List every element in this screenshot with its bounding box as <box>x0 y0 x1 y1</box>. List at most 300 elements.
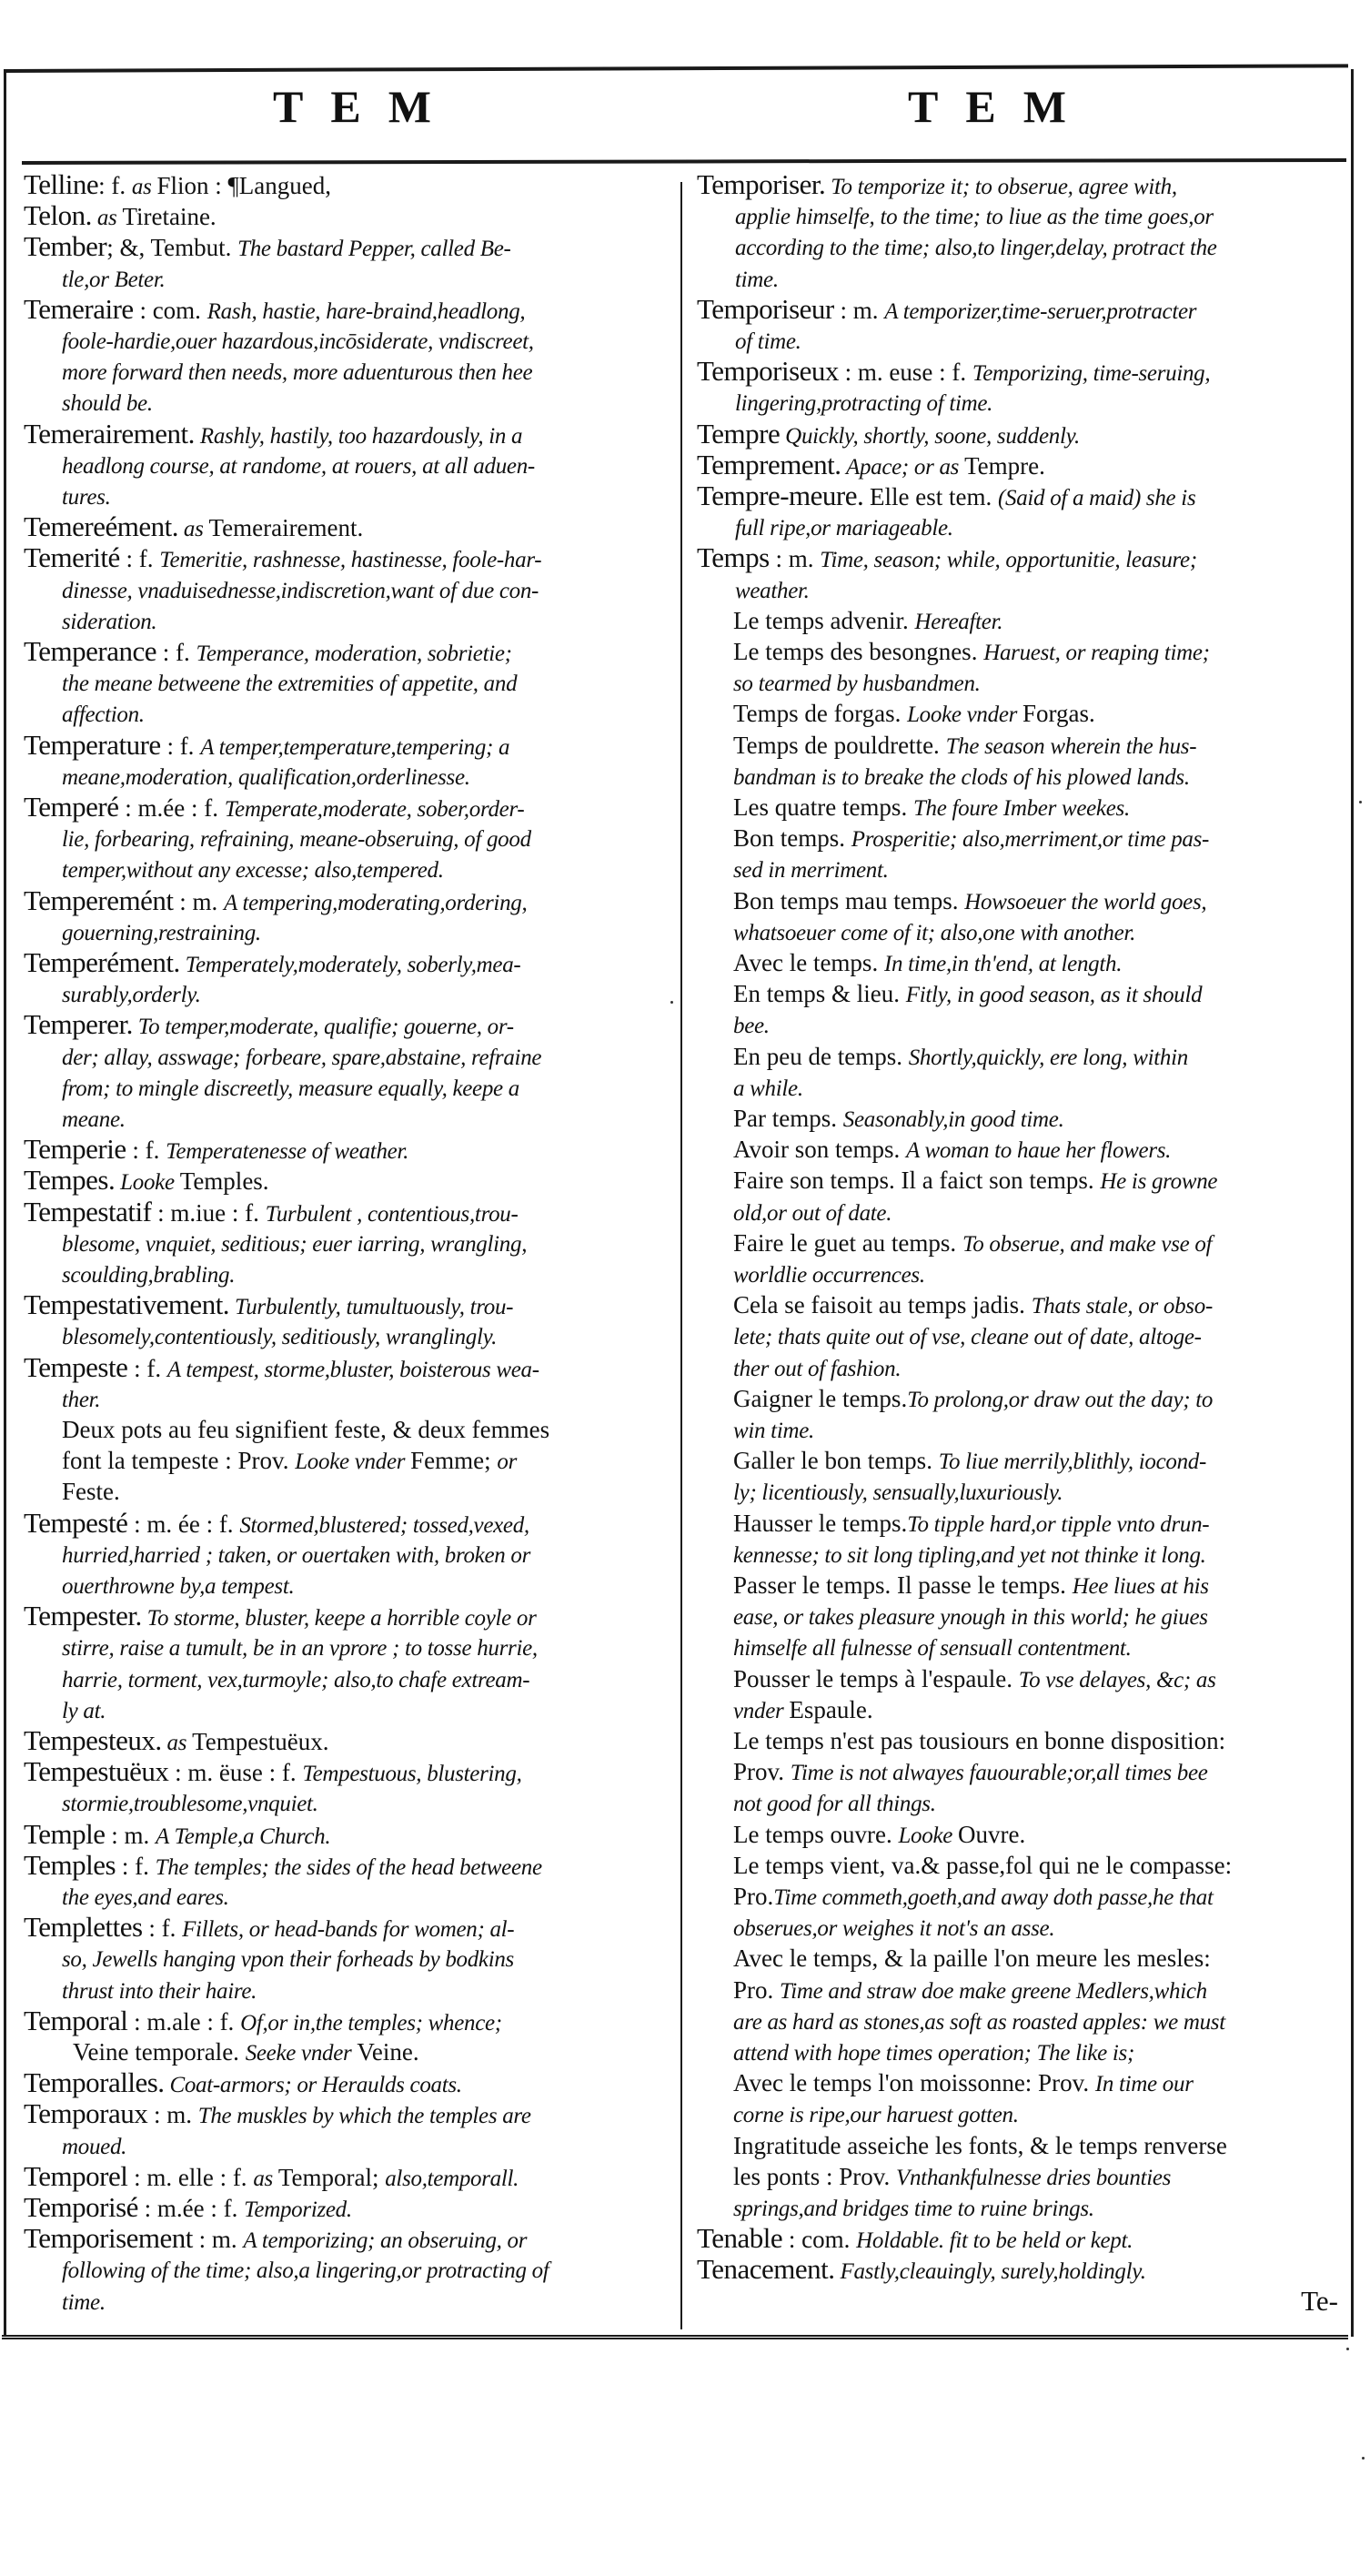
entry-continuation-line <box>62 356 532 387</box>
roman-text: : m. <box>833 296 885 324</box>
roman-text: : com. <box>133 296 207 324</box>
definition-text: hurried,harried ; taken, or ouertaken with, broken or <box>62 1542 531 1568</box>
entry-headword-line <box>24 1352 539 1383</box>
roman-text: : m.ale : f. <box>127 2007 241 2036</box>
roman-text: Le temps vient, va.& passe,fol qui ne le compasse: <box>733 1851 1233 1879</box>
entry-headword-line <box>24 2161 519 2192</box>
definition-text: Hereafter. <box>914 609 1003 634</box>
entry-continuation-line <box>62 1320 497 1351</box>
roman-text: : m. <box>769 545 821 573</box>
roman-text: : m.ée : f. <box>137 2195 245 2222</box>
roman-text: : m. ëuse : f. <box>168 1759 303 1787</box>
definition-text: as <box>131 175 157 199</box>
definition-text: or <box>497 1450 518 1475</box>
entry-headword-line <box>24 1912 514 1943</box>
entry-headword-line <box>24 1508 529 1539</box>
roman-text: : com. <box>782 2226 857 2254</box>
definition-text: Seeke vnder <box>245 2041 358 2066</box>
definition-text: Coat-armors; or Heraulds coats. <box>164 2073 462 2098</box>
definition-text: Temporized. <box>244 2197 352 2222</box>
entry-headword-line <box>697 356 1210 387</box>
definition-text: He is growne <box>1100 1169 1218 1195</box>
running-head-right: TEM <box>908 81 1093 132</box>
entry-continuation-line <box>735 387 992 418</box>
definition-text: applie himselfe, to the time; to liue as the time goes,or <box>735 205 1214 230</box>
headword: Tempestatif <box>24 1195 152 1227</box>
headword: Tember <box>24 230 107 263</box>
roman-text: Pro. <box>733 1975 781 2004</box>
headword: Temperance <box>24 635 157 667</box>
definition-text: To obserue, and make vse of <box>962 1231 1213 1257</box>
headword: Temereément. <box>24 510 178 543</box>
entry-headword-line <box>24 1289 513 1320</box>
entry-continuation-line <box>62 1694 106 1725</box>
entry-headword-line <box>24 511 363 542</box>
headword: Temporiser. <box>697 168 826 200</box>
entry-continuation-line <box>733 1912 1054 1943</box>
entry-headword-line <box>24 1725 328 1756</box>
entry-headword-line <box>24 169 331 200</box>
entry-continuation-line <box>733 1165 1217 1196</box>
entry-continuation-line <box>62 761 470 792</box>
entry-headword-line <box>24 2098 531 2129</box>
entry-headword-line <box>24 1850 542 1881</box>
headword: Temperément. <box>24 946 180 978</box>
definition-text: Fitly, in good season, as it should <box>905 983 1203 1008</box>
definition-text: as <box>253 2166 278 2191</box>
definition-text: Fastly,cleauingly, surely,holdingly. <box>834 2259 1146 2285</box>
definition-text: also,temporall. <box>385 2166 519 2191</box>
definition-text: The muskles by which the temples are <box>197 2104 531 2129</box>
definition-text: time. <box>735 267 779 292</box>
definition-text: Tempestuous, blustering, <box>302 1762 522 1787</box>
entry-continuation-line <box>733 1197 892 1227</box>
roman-text: Femme; <box>410 1447 498 1475</box>
entry-headword-line <box>697 542 1197 573</box>
entry-continuation-line <box>733 1414 814 1445</box>
headword: Temps <box>697 541 770 574</box>
definition-text: affection. <box>62 702 145 728</box>
entry-headword-line <box>24 792 524 823</box>
definition-text: thrust into their haire. <box>62 1978 257 2004</box>
entry-headword-line <box>24 1197 519 1227</box>
entry-continuation-line <box>62 325 534 356</box>
definition-text: Temperate,moderate, sober,order- <box>224 797 525 822</box>
definition-text: so, Jewells hanging vpon their forheads by bodkins <box>62 1947 514 1973</box>
definition-text: A woman to haue her flowers. <box>906 1138 1172 1164</box>
definition-text: To temper,moderate, qualifie; gouerne, or- <box>132 1015 514 1040</box>
definition-text: worldlie occurrences. <box>733 1263 925 1288</box>
roman-text: Avec le temps. <box>733 949 884 976</box>
entry-continuation-line <box>735 200 1214 231</box>
definition-text: ly at. <box>62 1698 106 1723</box>
definition-text: meane. <box>62 1107 126 1132</box>
print-speck <box>1346 2348 1349 2350</box>
entry-continuation-line <box>733 2098 1019 2129</box>
entry-headword-line <box>24 294 525 325</box>
roman-text: Avec le temps, & la paille l'on meure les mesles: <box>733 1945 1211 1973</box>
definition-text: Turbulent , contentious,trou- <box>265 1201 519 1227</box>
roman-text: Flion : ¶Langued, <box>156 172 331 199</box>
roman-text: : f. <box>156 639 196 666</box>
entry-continuation-line <box>733 2130 1227 2161</box>
entry-headword-line <box>24 636 512 667</box>
roman-text: Le temps ouvre. <box>733 1820 899 1848</box>
definition-text: stirre, raise a tumult, be in an vprore ; to tosse hurrie, <box>62 1636 538 1662</box>
headword: Temporiseux <box>697 355 839 388</box>
roman-text: Le temps n'est pas tousiours en bonne disposition: <box>733 1727 1226 1754</box>
headword: Tempre <box>697 417 781 450</box>
definition-text: In time our <box>1094 2072 1194 2097</box>
entry-continuation-line <box>733 1663 1216 1694</box>
roman-text: Avec le temps l'on moissonne: Prov. <box>733 2069 1095 2097</box>
entry-headword-line <box>24 1009 514 1040</box>
headword: Temperie <box>24 1133 126 1166</box>
headword: Temporisé <box>24 2191 138 2223</box>
definition-text: To tipple hard,or tipple vnto drun- <box>907 1511 1210 1537</box>
definition-text: Looke <box>898 1823 958 1848</box>
entry-continuation-line <box>62 823 531 854</box>
definition-text: blesome, vnquiet, seditious; euer iarring, wrangling, <box>62 1231 528 1257</box>
print-speck <box>670 1001 673 1004</box>
headword: Tempestuëux <box>24 1755 169 1788</box>
headword: Tempeste <box>24 1350 128 1383</box>
entry-continuation-line <box>733 1975 1207 2005</box>
entry-continuation-line <box>735 231 1217 262</box>
definition-text: dinesse, vnaduisednesse,indiscretion,want of due con- <box>62 578 539 603</box>
roman-text: : m. euse : f. <box>838 359 972 387</box>
roman-text: Bon temps. <box>733 824 851 853</box>
column-divider <box>680 182 682 2329</box>
entry-headword-line <box>24 2005 502 2036</box>
definition-text: a while. <box>733 1076 803 1101</box>
roman-text: font la tempeste : Prov. <box>62 1447 296 1475</box>
roman-text: : f. <box>160 732 201 760</box>
definition-text: vnder <box>733 1698 790 1723</box>
definition-text: A Temple,a Church. <box>156 1823 331 1849</box>
entry-continuation-line <box>733 1476 1063 1507</box>
definition-text: Temporizing, time-seruing, <box>972 361 1211 387</box>
entry-continuation-line <box>62 1414 549 1445</box>
entry-continuation-line <box>733 1539 1206 1570</box>
headword: Tempesteux. <box>24 1724 162 1756</box>
entry-continuation-line <box>62 480 111 511</box>
entry-continuation-line <box>733 1694 873 1725</box>
headword: Temeraire <box>24 292 134 325</box>
definition-text: A tempest, storme,bluster, boisterous wea- <box>166 1357 539 1382</box>
entry-continuation-line <box>733 792 1130 823</box>
definition-text: The foure Imber weekes. <box>912 796 1130 821</box>
roman-text: : f. <box>127 1354 167 1382</box>
definition-text: Howsoeuer the world goes, <box>964 889 1207 914</box>
entry-continuation-line <box>62 263 165 294</box>
roman-text: Tempre. <box>964 451 1045 480</box>
entry-headword-line <box>24 730 509 761</box>
definition-text: The temples; the sides of the head betweene <box>155 1854 542 1880</box>
definition-text: A temporizing; an obseruing, or <box>243 2228 528 2254</box>
entry-headword-line <box>697 2223 1133 2254</box>
bottom-border-rule <box>2 2335 1348 2339</box>
entry-headword-line <box>24 1165 269 1196</box>
entry-headword-line <box>24 1819 330 1850</box>
entry-continuation-line <box>62 1663 529 1694</box>
definition-text: ther out of fashion. <box>733 1356 902 1381</box>
definition-text: from; to mingle discreetly, measure equally, keepe a <box>62 1076 520 1101</box>
entry-headword-line <box>24 1756 522 1787</box>
definition-text: Time, season; while, opportunitie, leasure; <box>820 548 1197 573</box>
definition-text: To liue merrily,blithly, iocond- <box>938 1450 1207 1475</box>
entry-continuation-line <box>733 1289 1213 1320</box>
definition-text: Time and straw doe make greene Medlers,which <box>780 1978 1207 2004</box>
entry-continuation-line <box>735 263 779 294</box>
headword: Telon. <box>24 199 92 232</box>
definition-text: der; allay, asswage; forbeare, spare,abstaine, refraine <box>62 1045 542 1070</box>
entry-continuation-line <box>733 605 1002 636</box>
entry-continuation-line <box>62 450 535 480</box>
entry-continuation-line <box>62 854 444 884</box>
roman-text: : f. <box>116 1852 156 1880</box>
headword: Temporalles. <box>24 2066 165 2099</box>
definition-text: Temperately,moderately, soberly,mea- <box>179 953 521 977</box>
entry-continuation-line <box>62 1258 235 1289</box>
definition-text: A temper,temperature,tempering; a <box>200 734 510 760</box>
definition-text: In time,in th'end, at length. <box>883 952 1123 976</box>
roman-text: Pro. <box>733 1883 774 1910</box>
roman-text: Tiretaine. <box>122 203 217 231</box>
entry-continuation-line <box>733 667 981 698</box>
definition-text: corne is ripe,our haruest gotten. <box>733 2103 1019 2128</box>
definition-text: not good for all things. <box>733 1792 936 1817</box>
entry-headword-line <box>24 200 217 231</box>
entry-headword-line <box>24 2067 462 2098</box>
definition-text: lingering,protracting of time. <box>735 391 993 417</box>
roman-text: : m. <box>173 887 224 915</box>
definition-text: bee. <box>733 1014 770 1039</box>
print-speck <box>1362 2457 1365 2460</box>
definition-text: tures. <box>62 485 111 510</box>
roman-text: Le temps advenir. <box>733 606 915 634</box>
entry-continuation-line <box>733 2067 1194 2098</box>
entry-continuation-line <box>62 1631 538 1662</box>
headword: Temporiseur <box>697 292 834 325</box>
headword: Tenacement. <box>697 2253 835 2286</box>
roman-text: Le temps des besongnes. <box>733 638 984 665</box>
definition-text: are as hard as stones,as soft as roasted apples: we must <box>733 2009 1225 2035</box>
definition-text: Vnthankfulnesse dries bounties <box>896 2165 1172 2190</box>
definition-text: ease, or takes pleasure ynough in this world; he giues <box>733 1605 1208 1631</box>
headword: Temperature <box>24 728 161 761</box>
entry-continuation-line <box>62 1787 318 1818</box>
roman-text: : f. <box>119 545 160 573</box>
definition-text: To vse delayes, &c; as <box>1018 1667 1216 1692</box>
definition-text: of time. <box>735 329 801 354</box>
definition-text: meane,moderation, qualification,orderlinesse. <box>62 764 470 790</box>
print-speck <box>1359 801 1362 803</box>
entry-continuation-line <box>733 1103 1064 1134</box>
roman-text: Ouvre. <box>958 1820 1026 1848</box>
definition-text: win time. <box>733 1419 814 1443</box>
entry-continuation-line <box>62 1943 514 1974</box>
headword: Temerairement. <box>24 417 195 450</box>
headword: Temperé <box>24 791 119 823</box>
entry-continuation-line <box>735 325 801 356</box>
headword: Tempesté <box>24 1506 128 1539</box>
entry-continuation-line <box>733 854 889 884</box>
definition-text: gouerning,restraining. <box>62 920 261 945</box>
entry-continuation-line <box>733 1943 1211 1974</box>
definition-text: Looke vnder <box>907 702 1022 728</box>
definition-text: following of the time; also,a lingering,or protracting of <box>62 2258 549 2284</box>
definition-text: Rash, hastie, hare-braind,headlong, <box>207 298 526 324</box>
roman-text: : m. elle : f. <box>127 2163 254 2191</box>
definition-text: Turbulently, tumultuously, trou- <box>229 1295 514 1320</box>
headword: Temple <box>24 1817 106 1850</box>
roman-text: Elle est tem. <box>863 483 998 510</box>
entry-continuation-line <box>733 1850 1232 1881</box>
definition-text: blesomely,contentiously, seditiously, wranglingly. <box>62 1325 498 1350</box>
roman-text: Cela se faisoit au temps jadis. <box>733 1291 1032 1319</box>
entry-continuation-line <box>62 1383 100 1414</box>
entry-continuation-line <box>733 823 1209 854</box>
running-head-left: TEM <box>273 81 458 132</box>
definition-text: sideration. <box>62 609 157 634</box>
headword: Temporal <box>24 2004 128 2036</box>
definition-text: To temporize it; to obserue, agree with, <box>825 175 1177 199</box>
entry-continuation-line <box>733 1352 901 1383</box>
entry-continuation-line <box>733 1819 1025 1850</box>
entry-continuation-line <box>73 2036 419 2067</box>
entry-headword-line <box>24 2223 527 2254</box>
definition-text: headlong course, at randome, at rouers, at all aduen- <box>62 453 535 479</box>
definition-text: so tearmed by husbandmen. <box>733 672 981 697</box>
definition-text: A tempering,moderating,ordering, <box>224 890 528 915</box>
definition-text: Temperatenesse of weather. <box>166 1139 409 1165</box>
entry-continuation-line <box>733 2005 1225 2036</box>
entry-headword-line <box>24 885 527 916</box>
definition-text: harrie, torment, vex,turmoyle; also,to chafe extream- <box>62 1667 530 1692</box>
entry-continuation-line <box>62 1103 126 1134</box>
definition-text: Seasonably,in good time. <box>842 1107 1064 1132</box>
roman-text: : f. <box>98 172 132 199</box>
roman-text: Tempestuëux. <box>192 1728 329 1755</box>
entry-continuation-line <box>735 511 953 542</box>
entry-continuation-line <box>62 2254 549 2285</box>
roman-text: En temps & lieu. <box>733 980 906 1008</box>
definition-text: lie, forbearing, refraining, meane-obseruing, of good <box>62 827 531 853</box>
roman-text: Gaigner le temps. <box>733 1384 908 1412</box>
definition-text: himselfe all fulnesse of sensuall contentment. <box>733 1636 1132 1662</box>
entry-continuation-line <box>733 761 1190 792</box>
roman-text: Veine. <box>357 2038 419 2066</box>
entry-continuation-line <box>62 1445 517 1476</box>
entry-continuation-line <box>733 2036 1134 2067</box>
roman-text: Prov. <box>733 1758 791 1786</box>
entry-continuation-line <box>62 667 517 698</box>
entry-continuation-line <box>733 947 1122 978</box>
definition-text: Time commeth,goeth,and away doth passe,he that <box>773 1885 1214 1910</box>
roman-text: : m.iue : f. <box>151 1198 266 1227</box>
definition-text: (Said of a maid) she is <box>997 486 1196 510</box>
entry-continuation-line <box>62 1227 527 1258</box>
definition-text: Shortly,quickly, ere long, within <box>908 1045 1188 1070</box>
definition-text: tle,or Beter. <box>62 267 166 292</box>
entry-continuation-line <box>62 1881 229 1912</box>
definition-text: Looke vnder <box>295 1450 411 1475</box>
definition-text: Temeritie, rashnesse, hastinesse, foole-har- <box>159 548 542 573</box>
headword: Tempestativement. <box>24 1288 230 1321</box>
entry-continuation-line <box>62 2130 126 2161</box>
entry-continuation-line <box>733 1320 1202 1351</box>
definition-text: time. <box>62 2289 106 2315</box>
definition-text: Haruest, or reaping time; <box>983 641 1210 665</box>
headword: Temples <box>24 1848 116 1881</box>
roman-text: Forgas. <box>1022 700 1095 728</box>
roman-text: Temporal; <box>277 2163 386 2191</box>
definition-text: bandman is to breake the clods of his plowed lands. <box>733 764 1190 790</box>
headword: Temporaux <box>24 2097 148 2130</box>
entry-continuation-line <box>733 1570 1209 1601</box>
roman-text: Espaule. <box>789 1695 873 1723</box>
entry-continuation-line <box>733 1508 1209 1539</box>
definition-text: Looke <box>115 1170 180 1196</box>
definition-text: Apace; or as <box>841 454 965 480</box>
entry-continuation-line <box>733 885 1206 916</box>
entry-continuation-line <box>62 1975 257 2005</box>
entry-continuation-line <box>733 1881 1214 1912</box>
definition-text: The bastard Pepper, called Be- <box>237 237 511 262</box>
entry-headword-line <box>697 450 1045 480</box>
entry-headword-line <box>24 542 541 573</box>
entry-continuation-line <box>62 916 261 947</box>
entry-continuation-line <box>62 978 201 1009</box>
roman-text: Temerairement. <box>208 514 364 542</box>
roman-text: Par temps. <box>733 1105 843 1132</box>
entry-continuation-line <box>733 1134 1171 1165</box>
entry-continuation-line <box>733 1227 1212 1258</box>
roman-text: Galler le bon temps. <box>733 1447 939 1475</box>
catchword: Te- <box>1301 2284 1338 2317</box>
entry-continuation-line <box>62 605 156 636</box>
definition-text: ouerthrowne by,a tempest. <box>62 1574 295 1599</box>
entry-continuation-line <box>733 730 1196 761</box>
entry-headword-line <box>24 1601 537 1631</box>
headword: Tempes. <box>24 1164 116 1197</box>
entry-headword-line <box>24 947 520 978</box>
definition-text: as <box>177 517 209 542</box>
definition-text: scoulding,brabling. <box>62 1263 236 1288</box>
entry-headword-line <box>697 419 1080 450</box>
roman-text: Temples. <box>179 1167 269 1196</box>
entry-continuation-line <box>62 1570 294 1601</box>
roman-text: Temps de pouldrette. <box>733 731 946 759</box>
roman-text: Bon temps mau temps. <box>733 886 965 914</box>
entry-continuation-line <box>62 387 153 418</box>
definition-text: surably,orderly. <box>62 983 201 1008</box>
entry-continuation-line <box>733 1258 925 1289</box>
definition-text: the eyes,and eares. <box>62 1885 229 1910</box>
entry-continuation-line <box>733 698 1095 729</box>
headword: Tenable <box>697 2222 783 2255</box>
definition-text: Quickly, shortly, soone, suddenly. <box>780 423 1080 449</box>
headword: Tempre-meure. <box>697 480 864 511</box>
definition-text: Holdable. fit to be held or kept. <box>856 2228 1133 2254</box>
definition-text: ther. <box>62 1387 101 1412</box>
entry-headword-line <box>697 169 1177 200</box>
entry-continuation-line <box>733 2161 1171 2192</box>
definition-text: as <box>91 206 123 231</box>
definition-text: To prolong,or draw out the day; to <box>907 1387 1214 1412</box>
definition-text: springs,and bridges time to ruine brings. <box>733 2197 1094 2221</box>
